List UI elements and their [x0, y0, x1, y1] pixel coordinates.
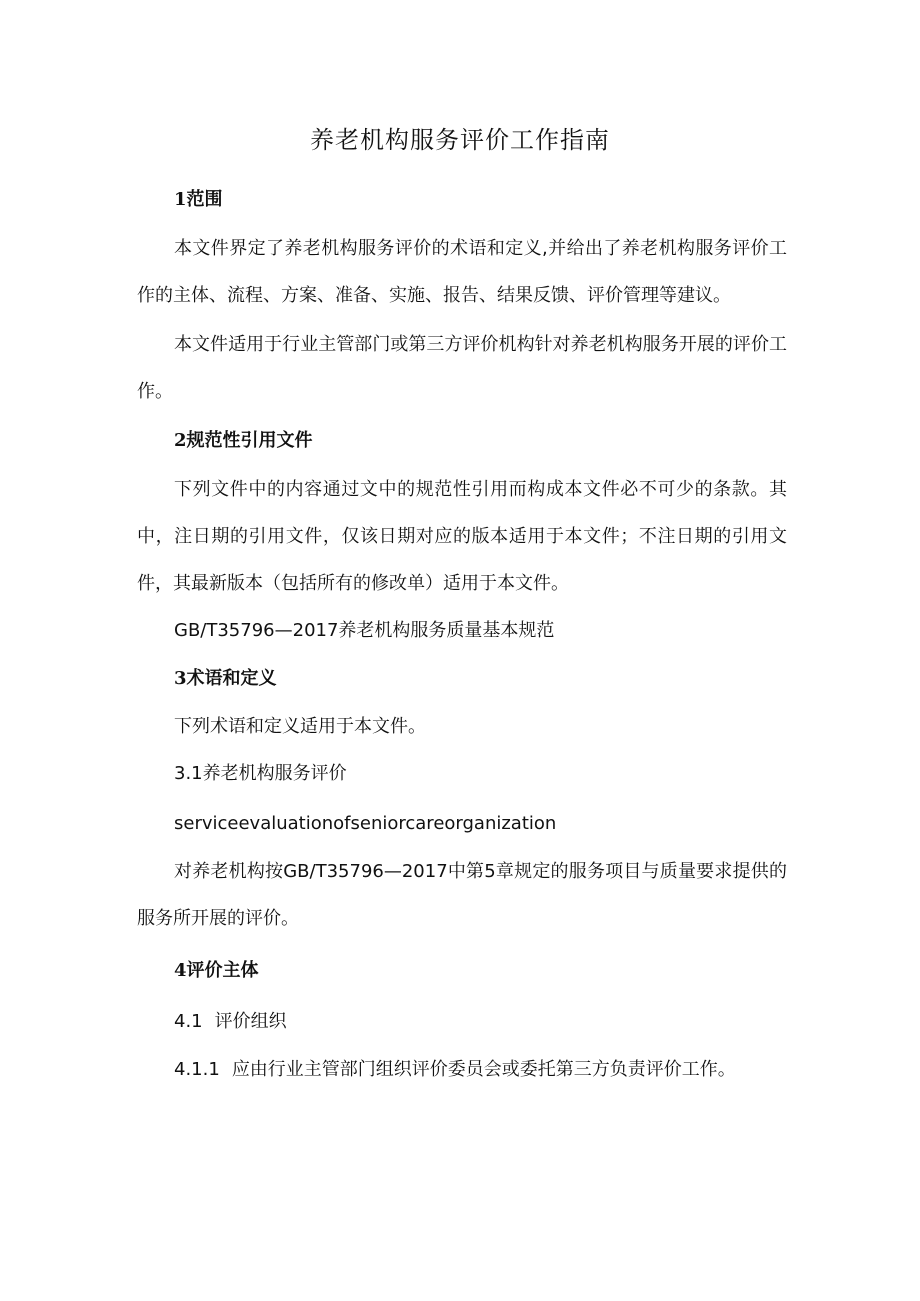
section-number: 1	[174, 189, 187, 210]
paragraph-scope-1: 本文件界定了养老机构服务评价的术语和定义,并给出了养老机构服务评价工作的主体、流程、方案、准备、实施、报告、结果反馈、评价管理等建议。	[137, 238, 787, 306]
section-heading-1	[174, 186, 223, 214]
section-heading-text: 术语和定义	[186, 668, 277, 689]
clause-4-1-1	[174, 1056, 736, 1084]
section-heading-2	[174, 427, 313, 455]
section-number: 3	[174, 668, 187, 689]
term-heading	[174, 760, 347, 788]
section-heading-text: 规范性引用文件	[186, 430, 313, 451]
paragraph-normative-references: 下列文件中的内容通过文中的规范性引用而构成本文件必不可少的条款。其中，注日期的引用文件，仅该日期对应的版本适用于本文件；不注日期的引用文件，其最新版本（包括所有的修改单）适用于本文件。	[137, 479, 787, 594]
clause-number: 4.1.1	[174, 1059, 220, 1080]
subsection-number: 4.1	[174, 1011, 203, 1032]
document-title: 养老机构服务评价工作指南	[310, 126, 610, 154]
section-heading-text: 范围	[186, 189, 223, 210]
subsection-text: 评价组织	[214, 1011, 287, 1032]
section-heading-text: 评价主体	[186, 960, 259, 981]
reference-standard: GB/T35796—2017养老机构服务质量基本规范	[174, 620, 555, 641]
subsection-4-1	[174, 1008, 287, 1036]
section-heading-4	[174, 957, 259, 985]
term-number: 3.1	[174, 763, 203, 784]
terms-intro: 下列术语和定义适用于本文件。	[174, 716, 426, 737]
section-heading-3	[174, 665, 277, 693]
section-number: 2	[174, 430, 187, 451]
term-english: serviceevaluationofseniorcareorganization	[174, 813, 557, 834]
term-definition: 对养老机构按GB/T35796—2017中第5章规定的服务项目与质量要求提供的服务所开展的评价。	[137, 861, 787, 929]
clause-text: 应由行业主管部门组织评价委员会或委托第三方负责评价工作。	[231, 1059, 736, 1080]
section-number: 4	[174, 960, 187, 981]
paragraph-scope-2: 本文件适用于行业主管部门或第三方评价机构针对养老机构服务开展的评价工作。	[137, 334, 787, 402]
term-name: 养老机构服务评价	[202, 763, 347, 784]
